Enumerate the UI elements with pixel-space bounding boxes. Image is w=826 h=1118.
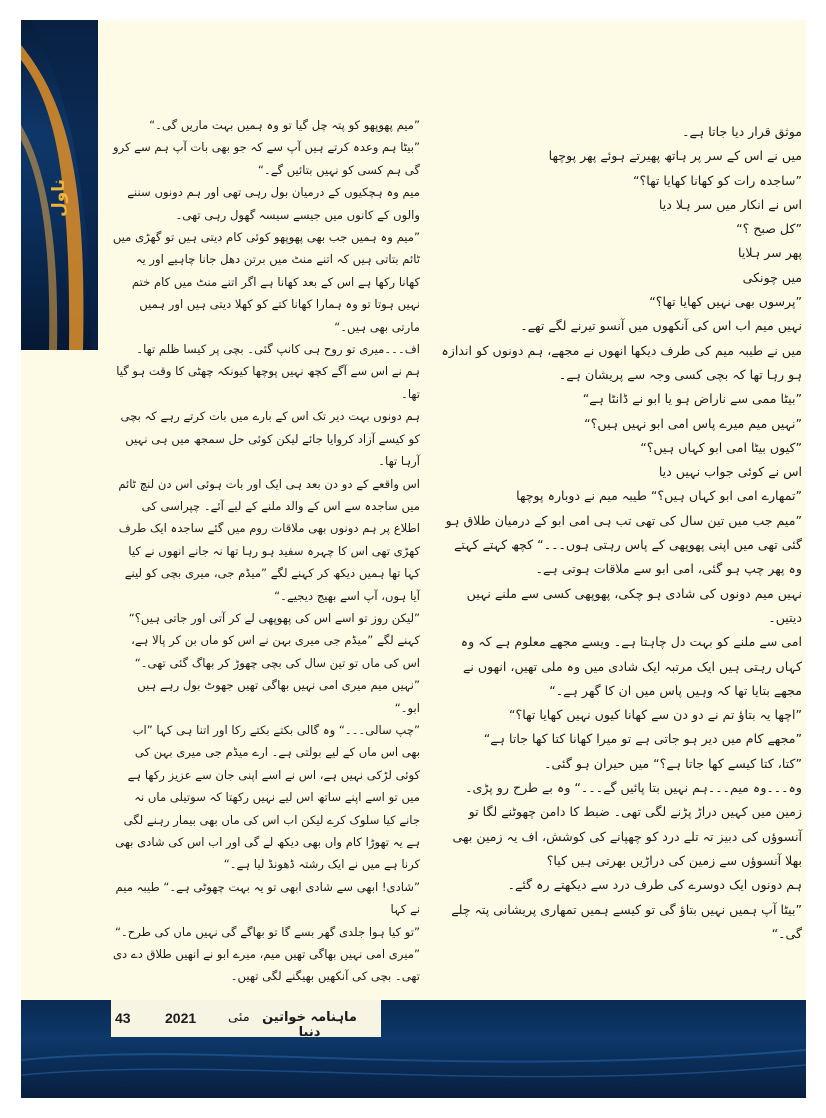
paragraph: نہیں میم دونوں کی شادی ہو چکی، پھوپھی کسی سے ملنے نہیں دیتیں۔	[466, 585, 802, 625]
paragraph: موثق قرار دیا جاتا ہے۔	[682, 124, 802, 139]
paragraph: اس نے کوئی جواب نہیں دیا	[658, 464, 802, 480]
paragraph: ”کل صبح ؟“	[736, 221, 802, 237]
paragraph: ”میم پھوپھو کو پتہ چل گیا تو وہ ہمیں بہت ماریں گی۔“	[149, 118, 420, 132]
paragraph: ”ساجدہ رات کو کھانا کھایا تھا؟“	[633, 172, 802, 188]
issue-year: 2021	[165, 1010, 197, 1026]
paragraph: ”میری امی نہیں بھاگی تھیں میم، میرے ابو نے انھیں طلاق دے دی تھی۔ بچی کی آنکھیں بھیگنے لگی تھیں۔	[112, 947, 420, 984]
paragraph: میں چونکی	[742, 269, 802, 285]
paragraph: ”کیوں بیٹا امی ابو کہاں ہیں؟“	[640, 439, 802, 455]
paragraph: کہنے لگے ”میڈم جی میری بہن نے اس کو ماں بن کر پالا ہے، اس کی ماں تو تین سال کی بچی چھوڑ کر بھاگ گئی تھی۔“	[131, 633, 420, 670]
paragraph: ”بیٹا آپ ہمیں نہیں بتاؤ گی تو کیسے ہمیں تمھاری پریشانی پتہ چلے گی۔“	[451, 901, 802, 941]
paragraph: پھر سر ہلایا	[737, 245, 802, 261]
side-decoration	[21, 20, 98, 350]
right-text-column	[438, 120, 802, 946]
paragraph: میں نے اس کے سر پر ہاتھ پھیرتے ہوئے پھر پوچھا	[548, 148, 802, 164]
paragraph: ”مجھے کام میں دیر ہو جاتی ہے تو میرا کھانا کتا کھا جاتا ہے“	[483, 731, 802, 747]
paragraph: میم وہ ہچکیوں کے درمیان بول رہی تھی اور ہم دونوں سننے والوں کے کانوں میں جیسے سیسہ گھول رہی تھی۔	[127, 185, 420, 222]
paragraph: ”لیکن روز تو اسے اس کی پھوپھی لے کر آتی اور جاتی ہیں؟“	[128, 610, 420, 625]
paragraph: امی سے ملنے کو بہت دل چاہتا ہے۔ ویسے مجھے معلوم ہے کہ وہ کہاں رہتی ہیں ایک مرتبہ ایک شادی میں وہ ملی تھیں، انھوں نے مجھے بتایا تھا کہ وہیں پاس میں ان کا گھر ہے۔“	[460, 634, 802, 698]
paragraph: ”بیٹا ممی سے ناراض ہو یا ابو نے ڈانٹا ہے“	[582, 391, 802, 407]
paragraph: میں نے طیبہ میم کی طرف دیکھا انھوں نے مجھے، ہم دونوں کو اندازہ ہو رہا تھا کہ بچی کسی وجہ سے پریشان ہے۔	[441, 342, 802, 382]
paragraph: ”بیٹا ہم وعدہ کرتے ہیں آپ سے کہ جو بھی بات آپ ہم سے کرو گی ہم کسی کو نہیں بتائیں گے۔“	[112, 140, 420, 177]
paragraph: ”کتا، کتا کیسے کھا جاتا ہے؟“ میں حیران ہو گئی۔	[544, 755, 802, 771]
paragraph: اس واقعے کے دو دن بعد ہی ایک اور بات ہوئی اس دن لنچ ٹائم میں ساجدہ سے اس کے والد ملنے کے لیے آئے۔ چپراسی کی اطلاع پر ہم دونوں بھی ملاقات روم میں گئے ساجدہ ایک طرف کھڑی تھی اس کا چہرہ سفید ہو رہا تھا نہ جانے انھوں نے کیا کہا تھا ہمیں دیکھ کر کہنے لگے ”میڈم جی، میری بچی کو لینے آیا ہوں، آپ اسے بھیج دیجیے۔“	[118, 476, 420, 603]
paragraph: ہم دونوں ایک دوسرے کی طرف درد سے دیکھتے رہ گئے۔	[507, 877, 802, 893]
paragraph: ”چپ سالی۔۔۔“ وہ گالی بکتے بکتے رکا اور اتنا ہی کہا ”اب بھی اس ماں کے لیے بولتی ہے۔ ارے میڈم جی میری بہن کی کوئی لڑکی نہیں ہے، اس نے اسے اپنی جان سے عزیز رکھا ہے میں تو اسے اپنے ساتھ اس لیے نہیں رکھتا کہ سوتیلی ماں نہ جانے کیا سلوک کرے لیکن اب اس کی ماں بھی بیمار رہنے لگی ہے یہ تھوڑا کام واں بھی دیکھ لے گی اور اب اس کی شادی بھی کرنا ہے میں نے ایک رشتہ ڈھونڈ لیا ہے۔“	[115, 722, 420, 872]
paragraph: اس نے انکار میں سر ہلا دیا	[658, 196, 802, 212]
paragraph: ”میم جب میں تین سال کی تھی تب ہی امی ابو کے درمیان طلاق ہو گئی تھی میں اپنی پھوپھی کے پاس رہتی ہوں۔۔۔“ کچھ کہتے کہتے وہ پھر چپ ہو گئی، امی ابو سے ملاقات ہوتی ہے۔	[445, 512, 802, 577]
paragraph: ہم نے اس سے آگے کچھ نہیں پوچھا کیونکہ چھٹی کا وقت ہو گیا تھا۔	[116, 364, 420, 401]
footer-bar	[21, 1000, 806, 1098]
paragraph: اف۔۔۔میری تو روح ہی کانپ گئی۔ بچی پر کیسا ظلم تھا۔	[136, 342, 420, 357]
paragraph: ”پرسوں بھی نہیں کھایا تھا؟“	[649, 294, 802, 310]
paragraph: ہم دونوں بہت دیر تک اس کے بارے میں بات کرتے رہے کہ بچی کو کیسے آزاد کروایا جائے لیکن کوئی حل سمجھ میں ہی نہیں آرہا تھا۔	[120, 409, 420, 469]
paragraph: ”نہیں میم میری امی نہیں بھاگی تھیں جھوٹ بول رہے ہیں ابو۔“	[137, 678, 420, 715]
paragraph: ”شادی! ابھی سے شادی ابھی تو یہ بہت چھوٹی ہے۔“ طیبہ میم نے کہا	[115, 879, 420, 917]
paragraph: ”میم وہ ہمیں جب بھی پھوپھو کوئی کام دیتی ہیں تو گھڑی میں ٹائم بتاتی ہیں کہ اتنے منٹ میں برتن دھل جانا چاہیے اور یہ کھانا رکھا ہے اس کے بعد کھانا ہے اگر اتنے منٹ میں کام ختم نہیں ہوتا تو وہ ہمارا کھانا کتے کو کھلا دیتی ہیں اور ہمیں مارتی بھی ہیں۔“	[112, 230, 420, 334]
page-number: 43	[115, 1010, 131, 1026]
paragraph: ”نہیں میم میرے پاس امی ابو نہیں ہیں؟“	[584, 415, 802, 431]
left-text-column	[112, 114, 420, 988]
section-label: ناول	[49, 178, 69, 218]
paragraph: نہیں میم اب اس کی آنکھوں میں آنسو تیرنے لگے تھے۔	[520, 318, 802, 334]
paragraph: وہ۔۔۔وہ میم۔۔۔ہم نہیں بتا پائیں گے۔۔۔“ وہ بے طرح رو پڑی۔ زمین میں کہیں دراڑ پڑنے لگی تھی۔ ضبط کا دامن چھوٹنے لگا تو آنسوؤں کی دبیز تہ تلے درد کو چھپانے کی کوشش، اف یہ زمین بھی بھلا آنسوؤں سے زمین کی دراڑیں بھرتی ہیں کیا؟	[452, 780, 802, 868]
paragraph: ”اچھا یہ بتاؤ تم نے دو دن سے کھانا کیوں نہیں کھایا تھا؟“	[509, 707, 802, 723]
paragraph: ”تمھارے امی ابو کہاں ہیں؟“ طیبہ میم نے دوبارہ پوچھا	[516, 488, 802, 504]
paragraph: ”تو کیا ہوا جلدی گھر بسے گا تو بھاگے گی نہیں ماں کی طرح۔“	[114, 924, 420, 939]
issue-month: مئی	[228, 1010, 250, 1025]
magazine-name: ماہنامہ خواتین دنیا	[262, 1010, 357, 1040]
